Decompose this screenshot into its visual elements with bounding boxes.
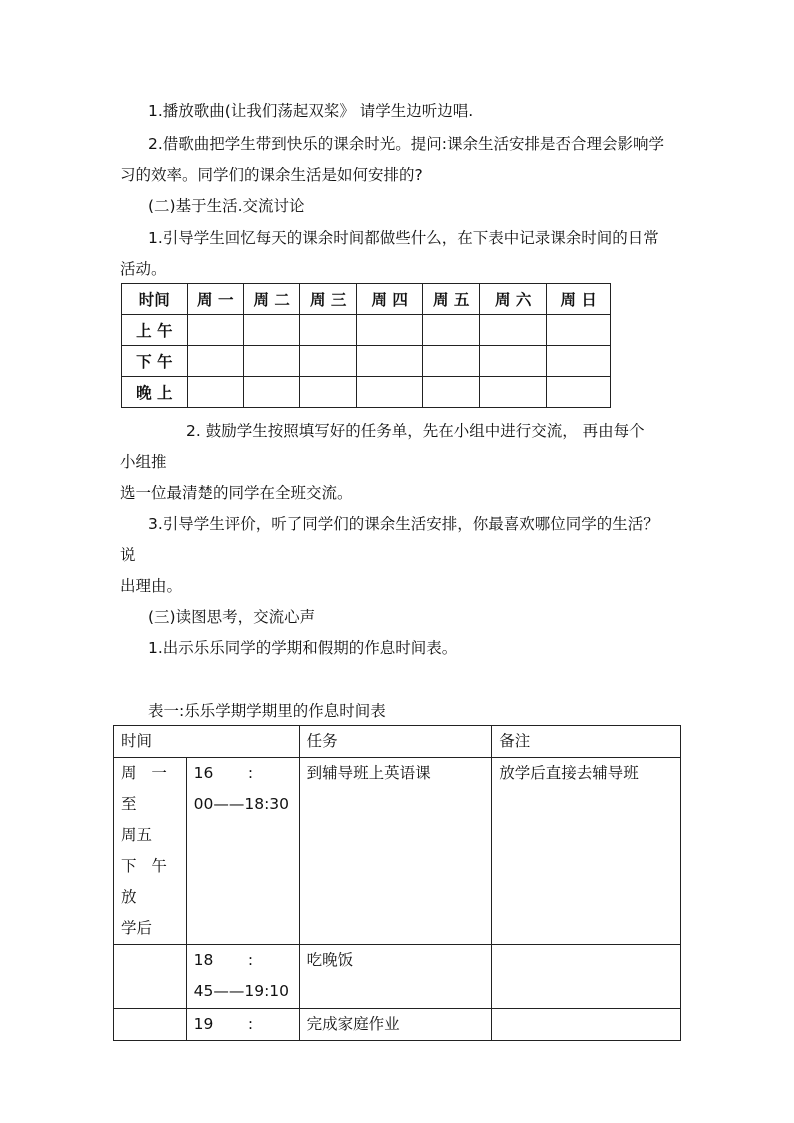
time-text: 16 : [193,764,254,782]
weekly-activity-table [121,283,611,408]
time-text: 00——18:30 [193,795,290,813]
table-row [122,315,611,346]
table-row [114,758,681,945]
table-header-cell: 时间 [122,284,188,315]
table-header-cell: 周 五 [423,284,479,315]
table-header-row [114,726,681,758]
table-header-row [122,284,611,315]
task-cell: 完成家庭作业 [299,1009,492,1041]
table-header-cell: 周 四 [356,284,423,315]
period-text: 学后 [121,919,153,937]
note-cell [492,1009,681,1041]
table-header-cell: 时间 [114,726,300,758]
time-text: 18 : [193,951,254,969]
paragraph-6: 1.出示乐乐同学的学期和假期的作息时间表。 [148,639,458,657]
section-heading-2: (二)基于生活.交流讨论 [148,197,305,215]
paragraph-3-line-1: 1.引导学生回忆每天的课余时间都做些什么，在下表中记录课余时间的日常 [148,229,659,247]
row-label: 下 午 [122,346,188,377]
paragraph-4-line-1: 2. 鼓励学生按照填写好的任务单，先在小组中进行交流， 再由每个 [186,422,645,440]
note-cell [492,945,681,1009]
table-row [122,377,611,408]
note-cell: 放学后直接去辅导班 [492,758,681,945]
table-row [114,945,681,1009]
paragraph-2-line-2: 习的效率。同学们的课余生活是如何安排的? [120,166,423,184]
table-header-cell: 周 三 [300,284,356,315]
table-header-cell: 周 六 [479,284,547,315]
paragraph-1: 1.播放歌曲(让我们荡起双桨》 请学生边听边唱. [148,102,474,120]
time-cell [186,945,299,1009]
paragraph-5-line-1: 3.引导学生评价，听了同学们的课余生活安排，你最喜欢哪位同学的生活？ [148,515,659,533]
paragraph-3-line-2: 活动。 [120,260,167,278]
paragraph-5-line-3: 出理由。 [120,577,183,595]
table-row [122,346,611,377]
table-caption: 表一:乐乐学期学期里的作息时间表 [148,702,386,720]
time-cell [186,758,299,945]
paragraph-4-line-2: 小组推 [120,453,167,471]
section-heading-3: (三)读图思考，交流心声 [148,608,316,626]
period-cell [114,1009,187,1041]
period-cell [114,758,187,945]
schedule-table [113,725,681,1041]
row-label: 上 午 [122,315,188,346]
period-text: 周 一 至 [121,764,172,813]
paragraph-5-line-2: 说 [120,546,136,564]
table-header-cell: 周 二 [243,284,299,315]
paragraph-4-line-3: 选一位最清楚的同学在全班交流。 [120,484,353,502]
table-header-cell: 周 日 [547,284,611,315]
table-header-cell: 任务 [299,726,492,758]
period-cell [114,945,187,1009]
task-cell: 到辅导班上英语课 [299,758,492,945]
row-label: 晚 上 [122,377,188,408]
period-text: 周五 [121,826,153,844]
time-cell [186,1009,299,1041]
paragraph-2-line-1: 2.借歌曲把学生带到快乐的课余时光。提问:课余生活安排是否合理会影响学 [148,135,665,153]
time-text: 19 : [193,1015,254,1033]
table-header-cell: 备注 [492,726,681,758]
table-row [114,1009,681,1041]
table-header-cell: 周 一 [187,284,243,315]
task-cell: 吃晚饭 [299,945,492,1009]
time-text: 45——19:10 [193,982,290,1000]
period-text: 下 午 放 [121,857,172,906]
